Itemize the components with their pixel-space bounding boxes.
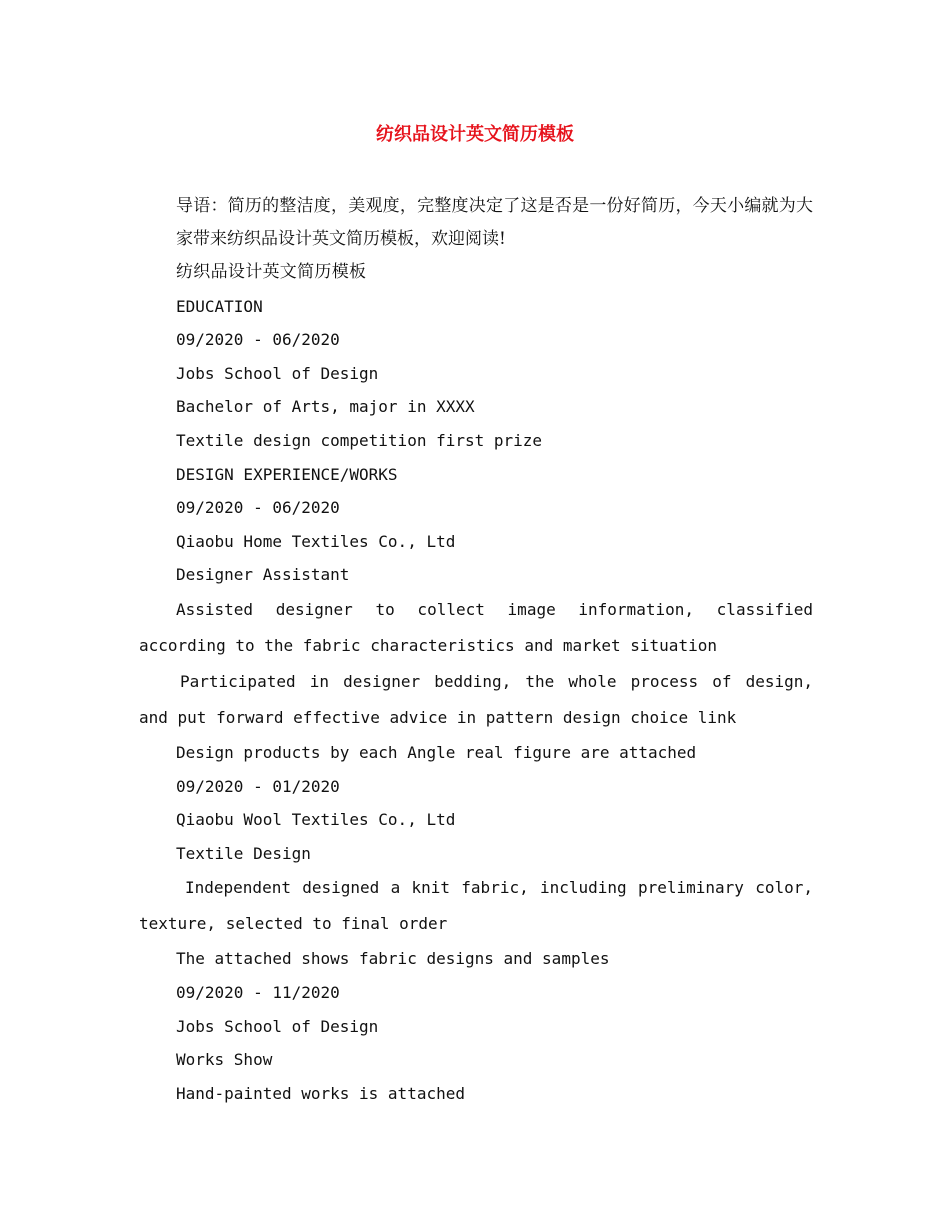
job-title: Works Show <box>176 1050 273 1070</box>
date-range: 09/2020 - 06/2020 <box>176 498 340 518</box>
duty-line: The attached shows fabric designs and samples <box>176 949 610 969</box>
section-heading-experience: DESIGN EXPERIENCE/WORKS <box>176 464 398 484</box>
school-name: Jobs School of Design <box>176 363 379 383</box>
date-range: 09/2020 - 11/2020 <box>176 982 340 1002</box>
job-title: Textile Design <box>176 843 311 863</box>
date-range: 09/2020 - 01/2020 <box>176 776 340 796</box>
document-title: 纺织品设计英文简历模板 <box>376 124 574 145</box>
degree-line: Bachelor of Arts, major in XXXX <box>176 397 475 417</box>
school-name: Jobs School of Design <box>176 1016 379 1036</box>
duty-line: Assisted designer to collect image information, classified according to the fabric characteristics and market situation <box>139 599 813 655</box>
duty-line: Independent designed a knit fabric, including preliminary color, texture, selected to final order <box>139 878 813 934</box>
duty-line: Participated in designer bedding, the whole process of design, and put forward effective advice in pattern design choice link <box>139 671 813 727</box>
date-range: 09/2020 - 06/2020 <box>176 330 340 350</box>
duty-line: Hand-painted works is attached <box>176 1083 465 1103</box>
duty-line: Design products by each Angle real figure are attached <box>176 742 697 762</box>
company-name: Qiaobu Home Textiles Co., Ltd <box>176 531 456 551</box>
resume-subtitle: 纺织品设计英文简历模板 <box>176 262 367 282</box>
document-body <box>139 190 813 1110</box>
section-heading-education: EDUCATION <box>176 296 263 316</box>
job-title: Designer Assistant <box>176 565 350 585</box>
award-line: Textile design competition first prize <box>176 430 543 450</box>
intro-paragraph: 导语：简历的整洁度，美观度，完整度决定了这是否是一份好简历，今天小编就为大家带来纺织品设计英文简历模板，欢迎阅读! <box>176 196 813 249</box>
company-name: Qiaobu Wool Textiles Co., Ltd <box>176 810 456 830</box>
